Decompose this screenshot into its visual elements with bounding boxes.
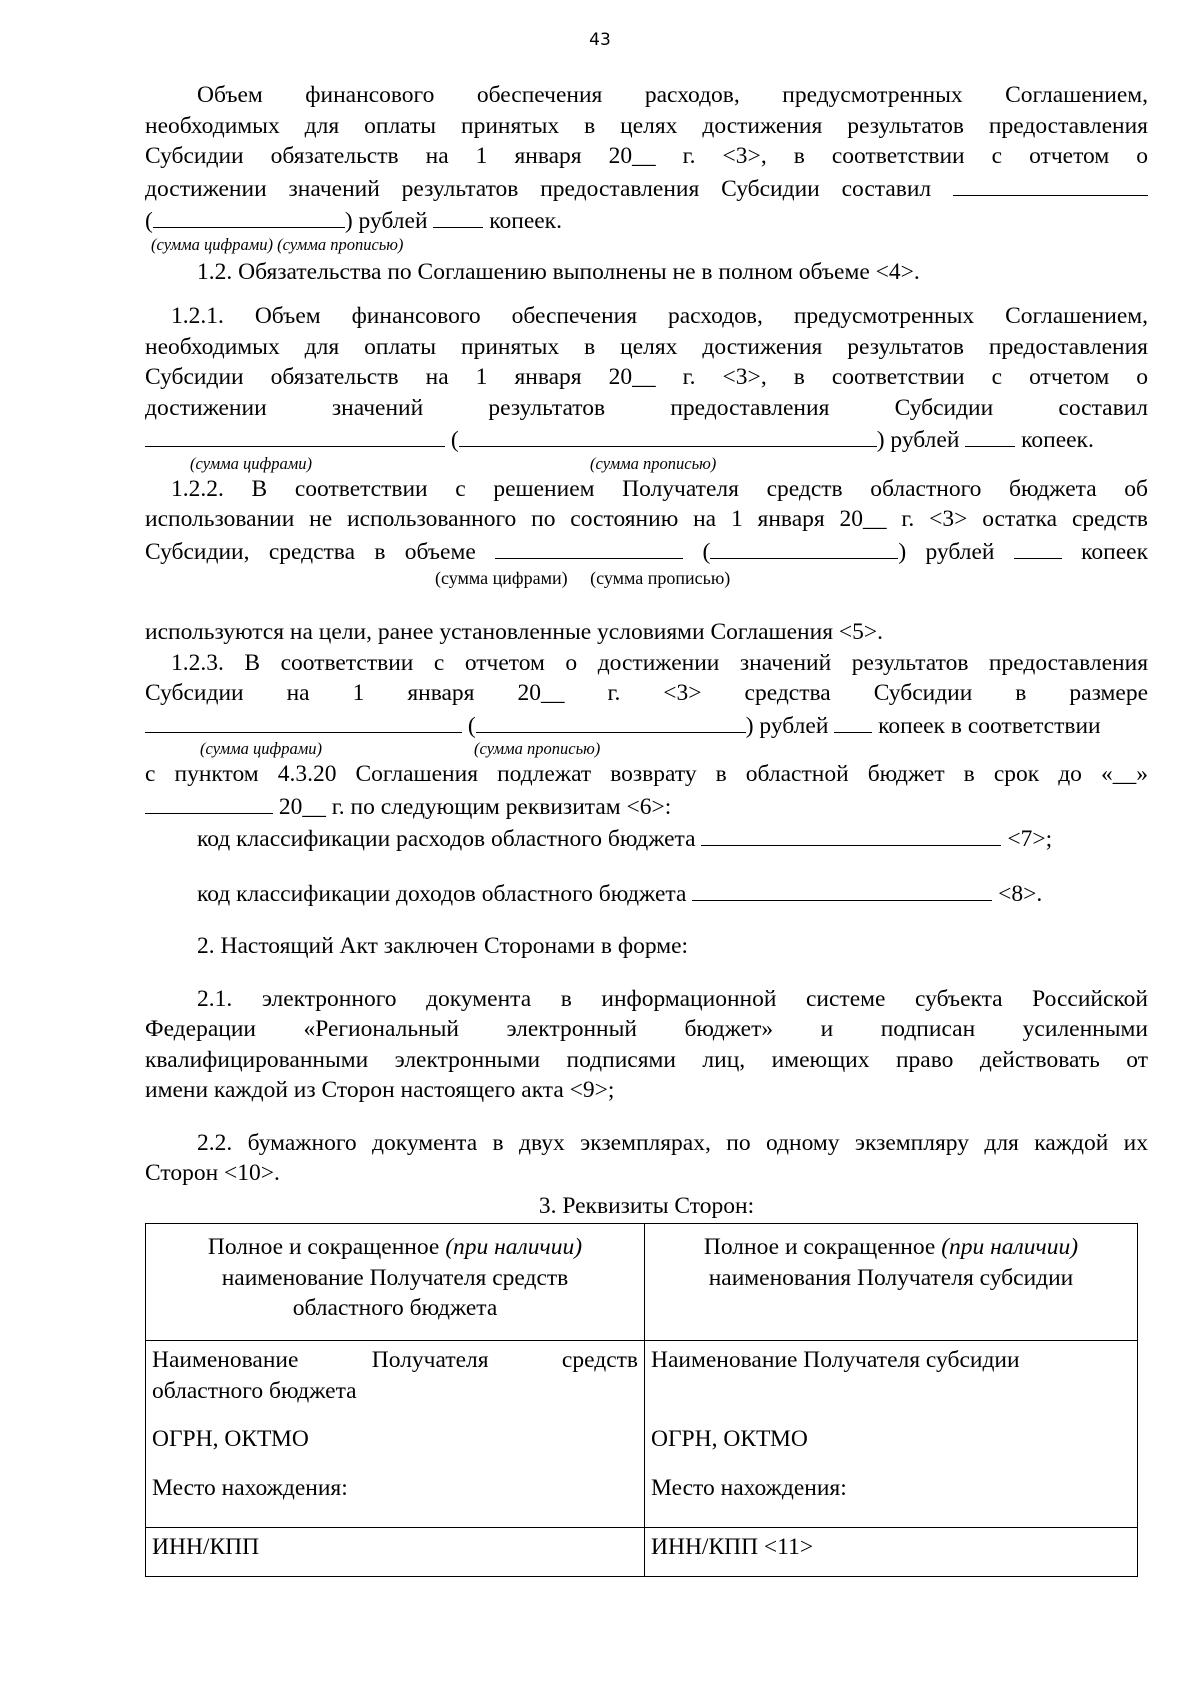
paragraph-1-2-1 bbox=[145, 301, 1148, 474]
blank-expense-code-field bbox=[701, 822, 1001, 846]
table-row bbox=[146, 1528, 1138, 1577]
field-caption: (сумма цифрами) (сумма прописью) bbox=[151, 234, 404, 254]
blank-amount-field bbox=[953, 172, 1148, 196]
cell-text: Наименование Получателя субсидии bbox=[651, 1347, 1020, 1373]
text-line: с пунктом 4.3.20 Соглашения подлежат возврату в областной бюджет в срок до «__» bbox=[145, 761, 1148, 787]
text-line: достижении значений результатов предоставления Субсидии составил bbox=[145, 394, 1148, 421]
cell-text: Наименование Получателя средств bbox=[152, 1347, 638, 1373]
text-fragment: ) рублей bbox=[898, 538, 1014, 565]
paragraph-1-2-3 bbox=[145, 648, 1148, 910]
table-row bbox=[146, 1341, 1138, 1528]
field-caption: (сумма цифрами) bbox=[190, 453, 313, 473]
page-number: 43 bbox=[589, 30, 611, 50]
field-caption: (сумма прописью) bbox=[590, 453, 717, 473]
text-line bbox=[145, 204, 1148, 237]
text-line: квалифицированными электронными подписями лиц, имеющих право действовать от bbox=[145, 1046, 1148, 1073]
text-line: 1.2.1. Объем финансового обеспечения расходов, предусмотренных Соглашением, bbox=[171, 303, 1148, 329]
text-fragment: Субсидии, средства в объеме bbox=[145, 538, 496, 565]
table-cell bbox=[645, 1341, 1138, 1528]
text-line: имени каждой из Сторон настоящего акта <9>; bbox=[145, 1077, 615, 1103]
paragraph-1-2: 1.2. Обязательства по Соглашению выполнены не в полном объеме <4>. bbox=[197, 258, 920, 285]
text-fragment: копеек. bbox=[483, 208, 562, 234]
blank-amount-field bbox=[145, 423, 445, 447]
table-cell: ИНН/КПП bbox=[146, 1528, 645, 1577]
table-cell: ИНН/КПП <11> bbox=[645, 1528, 1138, 1577]
text-line bbox=[145, 877, 1148, 910]
field-caption: (сумма цифрами) (сумма прописью) bbox=[435, 568, 731, 588]
text-fragment: 20__ г. по следующим реквизитам <6>: bbox=[273, 793, 672, 820]
cell-text: Место нахождения: bbox=[152, 1474, 348, 1501]
text-line: необходимых для оплаты принятых в целях достижения результатов предоставления bbox=[145, 112, 1148, 139]
text-fragment: копеек в соответствии bbox=[872, 712, 1101, 739]
cell-text: ОГРН, ОКТМО bbox=[152, 1426, 309, 1452]
text-line: Объем финансового обеспечения расходов, предусмотренных Соглашением, bbox=[197, 82, 1148, 108]
table-cell bbox=[146, 1341, 645, 1528]
blank-amount-words-field bbox=[459, 423, 877, 447]
text-fragment: <8>. bbox=[992, 880, 1043, 907]
blank-income-code-field bbox=[692, 877, 992, 901]
blank-kopecks-field bbox=[433, 204, 483, 228]
text-fragment: ) рублей bbox=[745, 712, 835, 739]
field-caption-row bbox=[145, 454, 1148, 474]
requisites-table bbox=[145, 1223, 1138, 1577]
text-line bbox=[145, 822, 1148, 855]
header-text: наименования Получателя субсидии bbox=[708, 1264, 1074, 1291]
text-line: 2.2. бумажного документа в двух экземплярах, по одному экземпляру для каждой их bbox=[197, 1129, 1148, 1156]
text-line: Субсидии обязательств на 1 января 20__ г. <3>, в соответствии с отчетом о bbox=[145, 364, 1148, 390]
header-text: (при наличии) bbox=[941, 1234, 1079, 1260]
header-text: (при наличии) bbox=[445, 1234, 583, 1260]
text-line bbox=[145, 172, 1148, 205]
table-header-cell bbox=[146, 1224, 645, 1341]
text-line: Субсидии на 1 января 20__ г. <3> средства Субсидии в размере bbox=[145, 680, 1148, 706]
text-fragment: ) рублей bbox=[344, 208, 434, 234]
cell-text bbox=[651, 1376, 1131, 1407]
paragraph-2: 2. Настоящий Акт заключен Сторонами в форме: bbox=[197, 933, 689, 959]
text-fragment: код классификации расходов областного бюджета bbox=[197, 826, 696, 852]
text-line: Субсидии обязательств на 1 января 20__ г. <3>, в соответствии с отчетом о bbox=[145, 143, 1148, 169]
document-body bbox=[145, 80, 1148, 1577]
text-line: необходимых для оплаты принятых в целях достижения результатов предоставления bbox=[145, 333, 1148, 360]
text-line: 2.1. электронного документа в информационной системе субъекта Российской bbox=[197, 985, 1148, 1012]
blank-amount-field bbox=[495, 535, 683, 559]
blank-kopecks-field bbox=[1014, 535, 1062, 559]
field-caption: (сумма цифрами) bbox=[200, 739, 323, 758]
header-text: областного бюджета bbox=[292, 1295, 498, 1321]
text-fragment: ( bbox=[145, 208, 153, 234]
text-line: используются на цели, ранее установленные условиями Соглашения <5>. bbox=[145, 619, 884, 645]
text-fragment: достижении значений результатов предоставления Субсидии составил bbox=[145, 175, 932, 202]
text-fragment: копеек. bbox=[1015, 427, 1094, 453]
section-title: 3. Реквизиты Сторон: bbox=[538, 1192, 755, 1219]
cell-text: Место нахождения: bbox=[651, 1474, 847, 1501]
header-text: Полное и сокращенное bbox=[207, 1234, 446, 1260]
text-fragment: <7>; bbox=[1001, 826, 1053, 852]
text-line bbox=[145, 790, 1148, 823]
blank-amount-words-field bbox=[710, 535, 898, 559]
blank-month-field bbox=[145, 790, 273, 814]
text-fragment: копеек bbox=[1061, 538, 1149, 565]
text-line: использовании не использованного по состоянию на 1 января 20__ г. <3> остатка средств bbox=[145, 506, 1148, 532]
text-line: 1.2.2. В соответствии с решением Получателя средств областного бюджета об bbox=[171, 475, 1148, 502]
text-line bbox=[145, 423, 1148, 456]
blank-kopecks-field bbox=[965, 423, 1015, 447]
text-line: Сторон <10>. bbox=[145, 1160, 280, 1186]
paragraph-1-2-2 bbox=[145, 474, 1148, 648]
table-header-cell bbox=[645, 1224, 1138, 1341]
text-fragment: код классификации доходов областного бюджета bbox=[197, 880, 687, 907]
text-line bbox=[145, 709, 1148, 742]
field-caption: (сумма прописью) bbox=[474, 739, 601, 758]
cell-text: областного бюджета bbox=[152, 1377, 357, 1404]
paragraph-intro bbox=[145, 80, 1148, 255]
text-line: Федерации «Региональный электронный бюджет» и подписан усиленными bbox=[145, 1016, 1148, 1042]
table-row bbox=[146, 1224, 1138, 1341]
text-line: 1.2.3. В соответствии с отчетом о достижении значений результатов предоставления bbox=[171, 649, 1148, 676]
text-fragment: ( bbox=[462, 712, 476, 739]
header-text: наименование Получателя средств bbox=[221, 1264, 569, 1291]
text-fragment: ) рублей bbox=[876, 427, 966, 453]
blank-kopecks-field bbox=[834, 709, 872, 733]
text-fragment: ( bbox=[445, 427, 459, 453]
text-line bbox=[145, 535, 1148, 568]
blank-amount-field bbox=[145, 709, 462, 733]
field-caption-row bbox=[145, 739, 1148, 759]
cell-text: ОГРН, ОКТМО bbox=[651, 1426, 808, 1452]
header-text: Полное и сокращенное bbox=[703, 1234, 942, 1260]
blank-amount-words-field bbox=[153, 204, 345, 228]
blank-amount-words-field bbox=[476, 709, 746, 733]
paragraph-2-1 bbox=[145, 984, 1148, 1106]
paragraph-2-2 bbox=[145, 1128, 1148, 1189]
text-fragment: ( bbox=[683, 538, 711, 565]
